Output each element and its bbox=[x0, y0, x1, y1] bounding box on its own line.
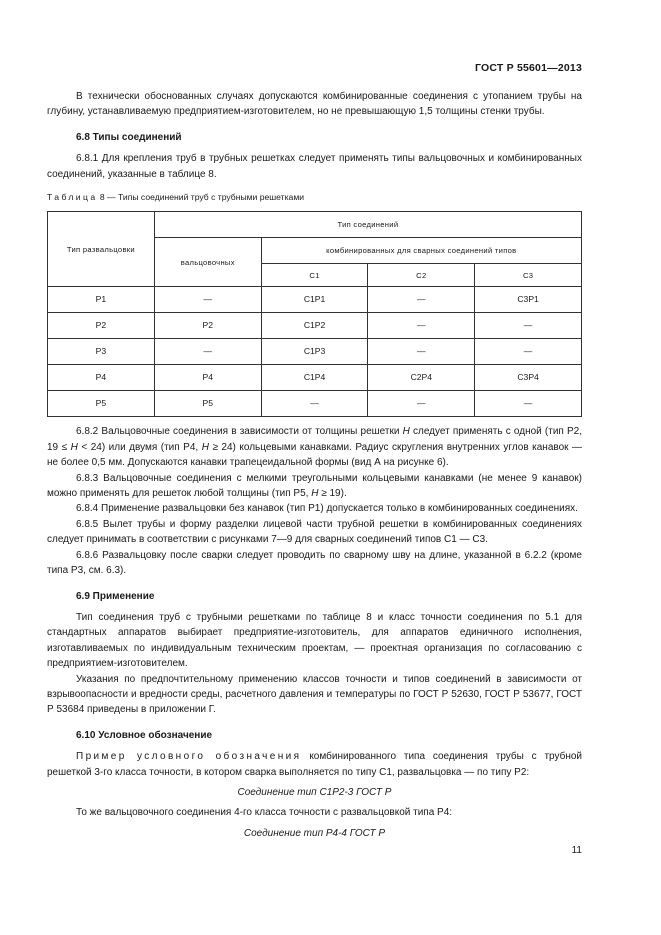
variable-h: H bbox=[201, 441, 209, 453]
standard-code: ГОСТ Р 55601—2013 bbox=[474, 62, 582, 74]
table-cell: — bbox=[154, 339, 261, 365]
table-cell: С1Р1 bbox=[261, 287, 368, 313]
table-cell: — bbox=[475, 339, 582, 365]
table-cell: С1Р3 bbox=[261, 339, 368, 365]
table-cell: — bbox=[368, 391, 475, 417]
table-cell: Р4 bbox=[154, 365, 261, 391]
paragraph-6-8-5: 6.8.5 Вылет трубы и форму разделки лицевой части трубной решетки в комбинированных соединениях следует принимать в соответствии с рисунками 7—9 для сварных соединений типов С1 — С3. bbox=[47, 518, 582, 546]
section-6-9-title: 6.9 Применение bbox=[76, 590, 155, 602]
subheader-c3: С3 bbox=[475, 264, 582, 287]
paragraph-6-9-1: Тип соединения труб с трубными решетками по таблице 8 и класс точности соединения по 5.1 для стандартных аппаратов выбирает предприятие-изготовитель, для аппаратов единичного исполнения, изготавливаемых по индивидуальным техническим проектам, — проектная организация по согласованию с предприятием-изготовителем. bbox=[47, 611, 582, 670]
paragraph-6-8-3 bbox=[47, 471, 582, 502]
table-cell: Р2 bbox=[154, 313, 261, 339]
table-row bbox=[48, 313, 582, 339]
page-number: 11 bbox=[571, 845, 582, 856]
paragraph-6-10-2: То же вальцовочного соединения 4-го класса точности с развальцовкой типа Р4: bbox=[76, 807, 453, 819]
table-cell: — bbox=[368, 287, 475, 313]
text-span: ≥ 19). bbox=[318, 488, 347, 500]
table-cell: Р1 bbox=[48, 287, 155, 313]
table-row bbox=[48, 365, 582, 391]
designation-example-2: Соединение тип Р4-4 ГОСТ Р bbox=[243, 827, 386, 839]
connection-types-table bbox=[47, 211, 582, 417]
table-caption-text: 8 — Типы соединений труб с трубными решетками bbox=[97, 192, 305, 203]
table-cell: Р5 bbox=[48, 391, 155, 417]
table-cell: — bbox=[368, 339, 475, 365]
text-span: ≥ 24) кольцевыми канавками. Радиус скругления внутренних углов канавок — не более 0,5 мм. Допускаются канавки трапецеидальной формы (вид А на рисунке 6). bbox=[47, 441, 583, 469]
variable-h: H bbox=[402, 426, 410, 438]
table-cell: С2Р4 bbox=[368, 365, 475, 391]
designation-example-1: Соединение тип С1Р2-3 ГОСТ Р bbox=[237, 786, 392, 798]
page-content bbox=[47, 89, 582, 846]
text-span: следует применять с одной (тип Р2, 19 ≤ bbox=[47, 426, 582, 453]
subheader-c1: С1 bbox=[261, 264, 368, 287]
table-caption-prefix: Таблица bbox=[47, 192, 98, 203]
header-combined: комбинированных для сварных соединений типов bbox=[261, 238, 581, 264]
example-paragraph bbox=[47, 749, 582, 780]
table-row bbox=[48, 391, 582, 417]
header-rolled: вальцовочных bbox=[154, 238, 261, 287]
text-span: 6.8.3 Вальцовочные соединения с мелкими треугольными кольцевыми канавками (не менее 9 канавок) можно применять для решеток любой толщины (тип Р5, bbox=[47, 472, 582, 500]
text-span: < 24) или двумя (тип Р4, bbox=[77, 441, 202, 453]
table-cell: С3Р1 bbox=[475, 287, 582, 313]
table-cell: Р2 bbox=[48, 313, 155, 339]
table-caption bbox=[47, 190, 582, 205]
example-label: Пример условного обозначения bbox=[76, 751, 302, 763]
section-6-8-title: 6.8 Типы соединений bbox=[76, 131, 182, 143]
table-cell: С3Р4 bbox=[475, 365, 582, 391]
table-row bbox=[48, 339, 582, 365]
subheader-c2: С2 bbox=[368, 264, 475, 287]
table-cell: — bbox=[261, 391, 368, 417]
table-cell: — bbox=[368, 313, 475, 339]
table-row bbox=[48, 287, 582, 313]
intro-paragraph: В технически обоснованных случаях допускаются комбинированные соединения с утопанием трубы на глубину, устанавливаемую предприятием-изготовителем, но не превышающую 1,5 толщины стенки трубы. bbox=[47, 91, 582, 118]
variable-h: H bbox=[70, 441, 78, 453]
header-rolling-type: Тип развальцовки bbox=[48, 212, 155, 287]
table-cell: С1Р4 bbox=[261, 365, 368, 391]
paragraph-6-9-2: Указания по предпочтительному применению классов точности и типов соединений в зависимости от взрывоопасности и вредности среды, расчетного давления и температуры по ГОСТ Р 52630, ГОСТ Р 53677, ГОСТ Р 53684 приведены в приложении Г. bbox=[47, 673, 582, 716]
table-cell: С1Р2 bbox=[261, 313, 368, 339]
paragraph-6-8-2 bbox=[47, 424, 582, 470]
table-cell: — bbox=[154, 287, 261, 313]
section-6-10-title: 6.10 Условное обозначение bbox=[76, 729, 213, 741]
table-cell: Р4 bbox=[48, 365, 155, 391]
text-span: 6.8.2 Вальцовочные соединения в зависимости от толщины решетки bbox=[76, 426, 403, 438]
table-cell: — bbox=[475, 391, 582, 417]
paragraph-6-8-6: 6.8.6 Развальцовку после сварки следует проводить по сварному шву на длине, указанной в 6.2.2 (кроме типа Р3, см. 6.3). bbox=[47, 549, 582, 577]
table-cell: Р5 bbox=[154, 391, 261, 417]
paragraph-6-8-1: 6.8.1 Для крепления труб в трубных решетках следует применять типы вальцовочных и комбинированных соединений, указанные в таблице 8. bbox=[47, 153, 582, 180]
table-cell: — bbox=[475, 313, 582, 339]
text-span: комбинированного типа соединения трубы с трубной решеткой 3-го класса точности, в котором сварка выполняется по типу С1, развальцовка — по типу Р2: bbox=[47, 751, 583, 778]
header-connection-type: Тип соединений bbox=[154, 212, 581, 238]
table-cell: Р3 bbox=[48, 339, 155, 365]
variable-h: H bbox=[311, 488, 319, 500]
paragraph-6-8-4: 6.8.4 Применение развальцовки без канавок (тип Р1) допускается только в комбинированных соединениях. bbox=[76, 503, 578, 515]
